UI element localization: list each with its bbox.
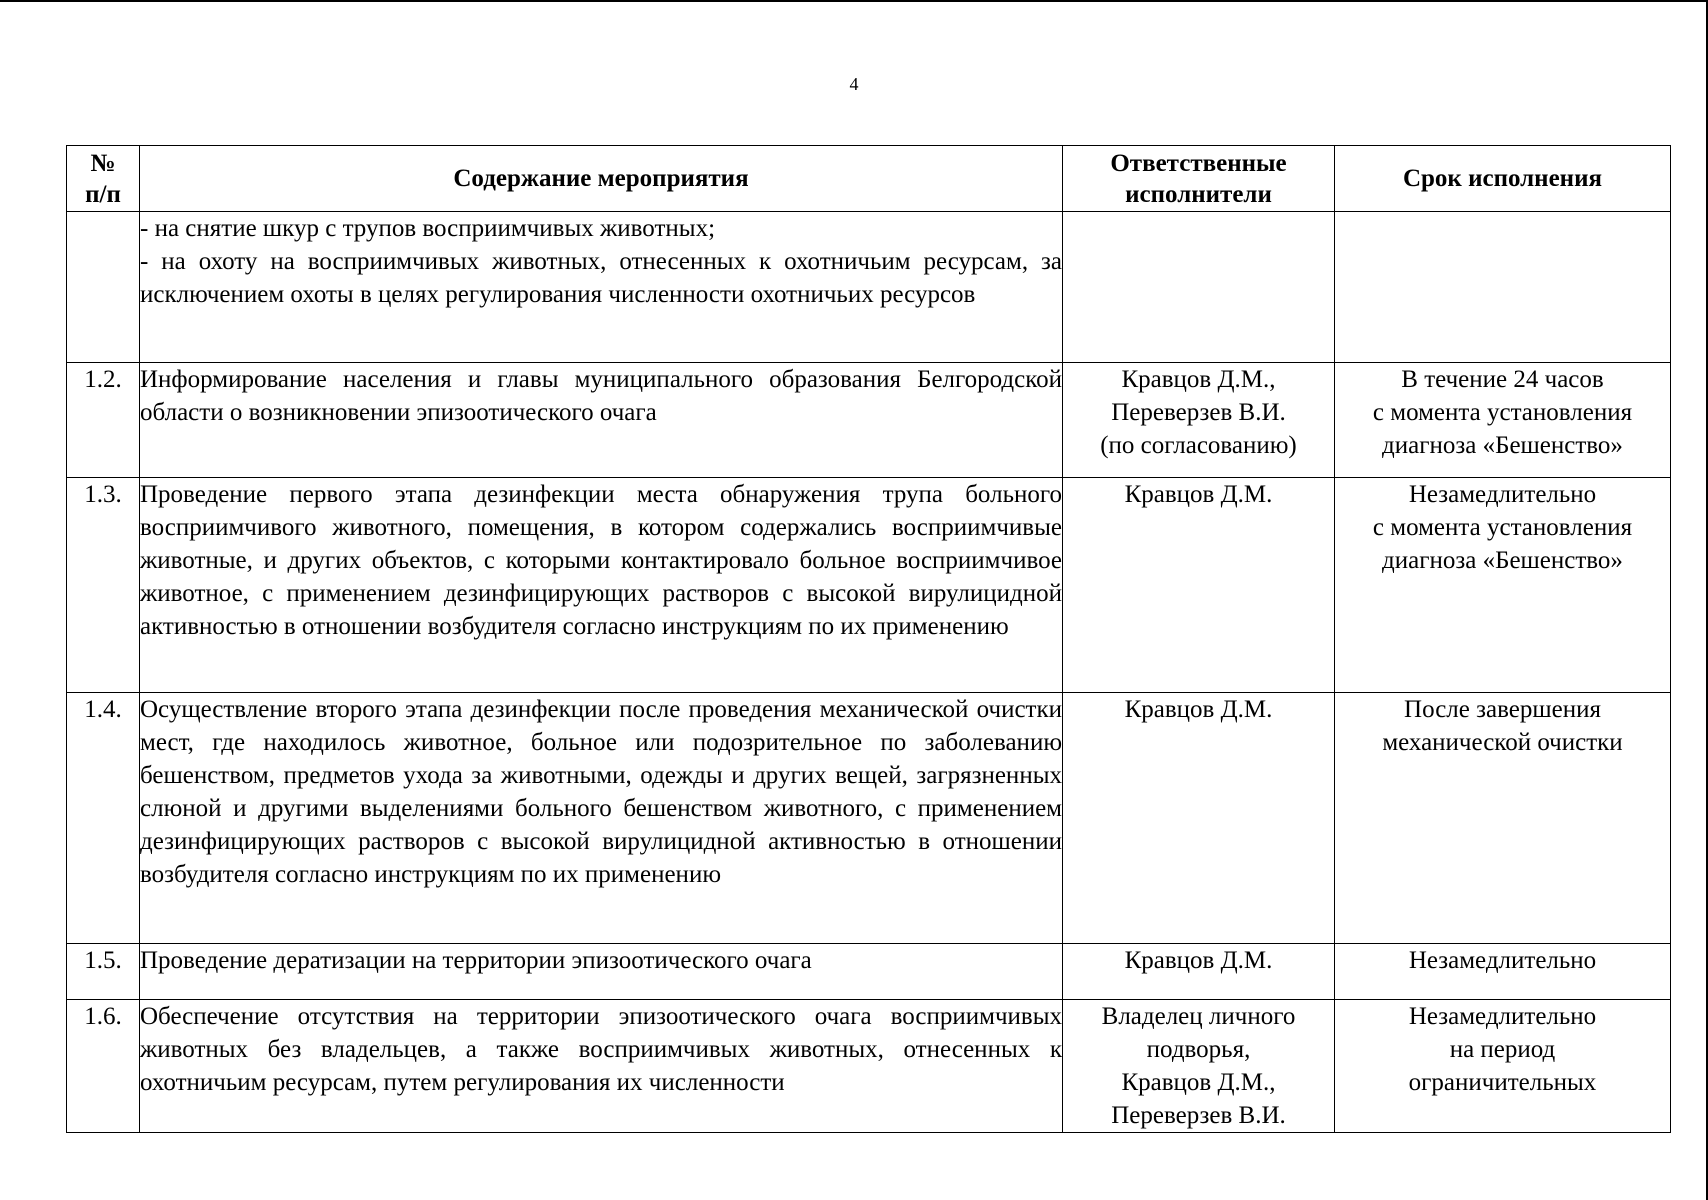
scan-border-top	[0, 0, 1708, 2]
deadline-line: В течение 24 часов	[1401, 366, 1604, 393]
header-num	[67, 146, 140, 212]
header-responsible-line: Ответственные	[1110, 149, 1287, 177]
row-responsible	[1063, 478, 1335, 693]
deadline-line: механической очистки	[1382, 729, 1623, 756]
row-content-paragraph: - на охоту на восприимчивых животных, отнесенных к охотничьим ресурсам, за исключением охоты в целях регулирования численности охотничьих ресурсов	[140, 248, 1062, 308]
row-num: 1.6.	[67, 1000, 140, 1133]
table-header-row	[67, 146, 1671, 212]
table-row	[67, 363, 1671, 478]
row-deadline	[1335, 693, 1671, 944]
row-content-paragraph: Осуществление второго этапа дезинфекции после проведения механической очистки мест, где находилось животное, больное или подозрительное по заболеванию бешенством, предметов ухода за животными, одежды и других вещей, загрязненных слюной и другими выделениями больного бешенством животного, с применением дезинфицирующих растворов с высокой вирулицидной активностью в отношении возбудителя согласно инструкциям по их применению	[140, 696, 1062, 888]
header-num-line: №	[90, 149, 116, 177]
table-row	[67, 212, 1671, 363]
measures-table	[66, 145, 1671, 1133]
row-deadline	[1335, 944, 1671, 1000]
responsible-line: Кравцов Д.М.	[1124, 696, 1273, 723]
deadline-line: Незамедлительно	[1408, 947, 1597, 974]
deadline-line: с момента установления	[1372, 399, 1633, 426]
row-content-paragraph: Проведение дератизации на территории эпизоотического очага	[140, 947, 812, 974]
row-responsible	[1063, 363, 1335, 478]
row-content-paragraph: Информирование населения и главы муниципального образования Белгородской области о возникновении эпизоотического очага	[140, 366, 1062, 426]
page-number: 4	[849, 74, 859, 94]
row-content	[140, 478, 1063, 693]
row-content	[140, 944, 1063, 1000]
responsible-line: Переверзев В.И.	[1111, 399, 1286, 426]
header-deadline: Срок исполнения	[1335, 146, 1671, 212]
row-content	[140, 693, 1063, 944]
responsible-line: Переверзев В.И.	[1111, 1102, 1286, 1129]
row-responsible	[1063, 212, 1335, 363]
deadline-line: Незамедлительно	[1408, 481, 1597, 508]
row-deadline	[1335, 1000, 1671, 1133]
row-deadline	[1335, 212, 1671, 363]
deadline-line: на период	[1449, 1036, 1556, 1063]
row-content-paragraph: Проведение первого этапа дезинфекции места обнаружения трупа больного восприимчивого животного, помещения, в котором содержались восприимчивые животные, и других объектов, с которыми контактировало больное восприимчивое животное, с применением дезинфицирующих растворов с высокой вирулицидной активностью в отношении возбудителя согласно инструкциям по их применению	[140, 481, 1062, 640]
row-responsible	[1063, 693, 1335, 944]
deadline-line: с момента установления	[1372, 514, 1633, 541]
row-content	[140, 363, 1063, 478]
header-num-line: п/п	[85, 180, 121, 208]
table-row	[67, 1000, 1671, 1133]
deadline-line: диагноза «Бешенство»	[1382, 547, 1623, 574]
deadline-line: Незамедлительно	[1408, 1003, 1597, 1030]
row-content	[140, 1000, 1063, 1133]
responsible-line: (по согласованию)	[1100, 432, 1297, 459]
responsible-line: подворья,	[1146, 1036, 1251, 1063]
header-responsible-line: исполнители	[1125, 180, 1272, 208]
row-deadline	[1335, 363, 1671, 478]
row-deadline	[1335, 478, 1671, 693]
deadline-line: ограничительных	[1408, 1069, 1597, 1096]
responsible-line: Кравцов Д.М.,	[1121, 366, 1276, 393]
deadline-line: После завершения	[1404, 696, 1601, 723]
responsible-line: Владелец личного	[1101, 1003, 1296, 1030]
row-content-paragraph: - на снятие шкур с трупов восприимчивых животных;	[140, 215, 716, 242]
table-row	[67, 693, 1671, 944]
table-row	[67, 478, 1671, 693]
row-num: 1.5.	[67, 944, 140, 1000]
header-content: Содержание мероприятия	[140, 146, 1063, 212]
row-content	[140, 212, 1063, 363]
row-num: 1.3.	[67, 478, 140, 693]
deadline-line: диагноза «Бешенство»	[1382, 432, 1623, 459]
row-responsible	[1063, 944, 1335, 1000]
responsible-line: Кравцов Д.М.,	[1121, 1069, 1276, 1096]
row-content-paragraph: Обеспечение отсутствия на территории эпизоотического очага восприимчивых животных без владельцев, а также восприимчивых животных, отнесенных к охотничьим ресурсам, путем регулирования их численности	[140, 1003, 1062, 1096]
responsible-line: Кравцов Д.М.	[1124, 947, 1273, 974]
header-responsible	[1063, 146, 1335, 212]
row-num	[67, 212, 140, 363]
row-num: 1.2.	[67, 363, 140, 478]
table-row	[67, 944, 1671, 1000]
row-num: 1.4.	[67, 693, 140, 944]
row-responsible	[1063, 1000, 1335, 1133]
responsible-line: Кравцов Д.М.	[1124, 481, 1273, 508]
